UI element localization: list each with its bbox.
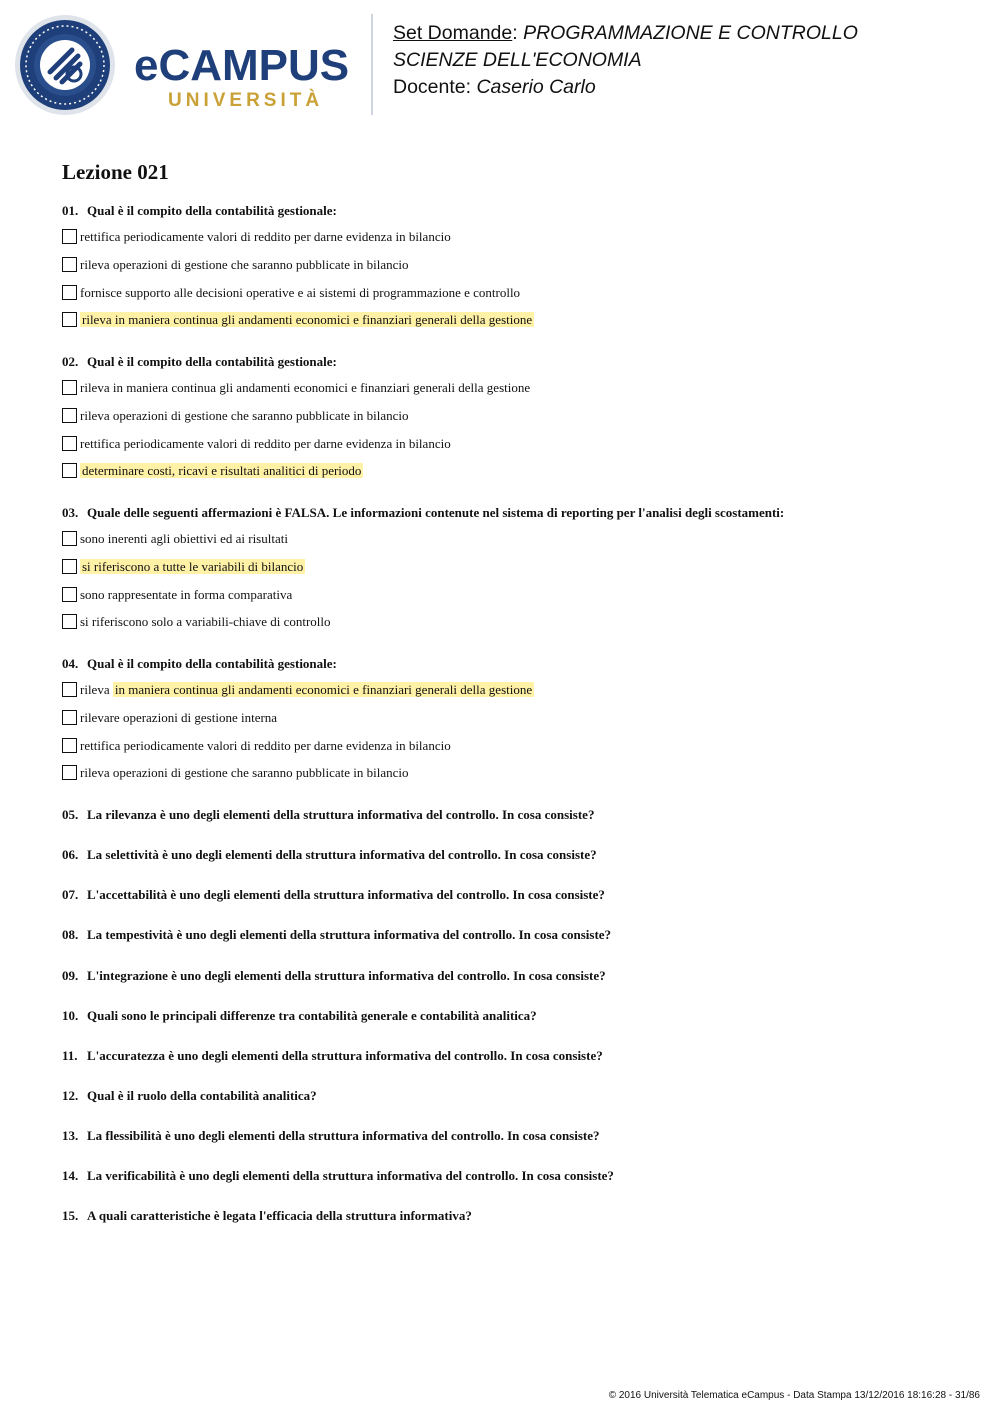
question-text: La flessibilità è uno degli elementi della struttura informativa del controllo. In cosa consiste?	[87, 1128, 600, 1143]
question-text: Qual è il compito della contabilità gestionale:	[87, 656, 337, 671]
answer-option[interactable]	[62, 531, 288, 551]
question-text: La rilevanza è uno degli elementi della struttura informativa del controllo. In cosa consiste?	[87, 807, 595, 822]
course-line-2	[393, 47, 993, 74]
answer-option[interactable]	[62, 257, 409, 277]
question-number: 08.	[62, 927, 79, 942]
question-number: 06.	[62, 847, 79, 862]
checkbox[interactable]	[62, 229, 77, 244]
course-line-1	[393, 20, 993, 47]
answer-option[interactable]	[62, 380, 530, 400]
question-text: L'accuratezza è uno degli elementi della struttura informativa del controllo. In cosa consiste?	[87, 1048, 603, 1063]
answer-option[interactable]	[62, 229, 451, 249]
option-text: si riferiscono solo a variabili-chiave di controllo	[80, 614, 331, 629]
set-label: Set Domande	[393, 22, 513, 44]
answer-option[interactable]	[62, 587, 292, 607]
option-text: rettifica periodicamente valori di reddito per darne evidenza in bilancio	[80, 229, 451, 244]
question-number: 04.	[62, 656, 79, 671]
teacher-label: Docente:	[393, 76, 477, 98]
question-text: L'accettabilità è uno degli elementi della struttura informativa del controllo. In cosa consiste?	[87, 887, 605, 902]
checkbox[interactable]	[62, 257, 77, 272]
option-text: rilevare operazioni di gestione interna	[80, 710, 278, 725]
teacher-name: Caserio Carlo	[476, 76, 596, 98]
course-title-2: SCIENZE DELL'ECONOMIA	[393, 49, 642, 71]
question-number: 07.	[62, 887, 79, 902]
question-02	[62, 354, 337, 370]
question-text: Quali sono le principali differenze tra contabilità generale e contabilità analitica?	[87, 1008, 537, 1023]
ecampus-wordmark-logo	[134, 40, 356, 110]
question-12	[62, 1088, 317, 1104]
option-text: rileva in maniera continua gli andamenti economici e finanziari generali della gestione	[80, 380, 531, 395]
answer-option[interactable]	[62, 738, 451, 758]
question-07	[62, 887, 605, 903]
answer-option[interactable]	[62, 285, 520, 305]
checkbox[interactable]	[62, 559, 77, 574]
answer-option-correct[interactable]	[62, 463, 363, 483]
question-11	[62, 1048, 603, 1064]
option-text-highlighted: si riferiscono a tutte le variabili di bilancio	[82, 559, 304, 574]
checkbox[interactable]	[62, 380, 77, 395]
question-05	[62, 807, 594, 823]
option-text: rileva operazioni di gestione che saranno pubblicate in bilancio	[80, 257, 409, 272]
question-number: 12.	[62, 1088, 79, 1103]
answer-option[interactable]	[62, 710, 277, 730]
question-03	[62, 505, 784, 521]
checkbox[interactable]	[62, 738, 77, 753]
teacher-line	[393, 74, 993, 101]
lesson-title: Lezione 021	[62, 160, 169, 184]
question-text: A quali caratteristiche è legata l'efficacia della struttura informativa?	[87, 1208, 472, 1223]
question-text: Qual è il ruolo della contabilità analitica?	[87, 1088, 317, 1103]
question-04	[62, 656, 337, 672]
checkbox[interactable]	[62, 710, 77, 725]
answer-option[interactable]	[62, 614, 331, 634]
question-number: 01.	[62, 203, 79, 218]
question-number: 14.	[62, 1168, 79, 1183]
question-13	[62, 1128, 600, 1144]
question-number: 11.	[62, 1048, 78, 1063]
question-text: La selettività è uno degli elementi della struttura informativa del controllo. In cosa consiste?	[87, 847, 597, 862]
option-text: rettifica periodicamente valori di reddito per darne evidenza in bilancio	[80, 738, 451, 753]
set-colon: :	[512, 22, 524, 44]
question-text: L'integrazione è uno degli elementi della struttura informativa del controllo. In cosa consiste?	[87, 968, 606, 983]
option-text: rileva operazioni di gestione che saranno pubblicate in bilancio	[80, 765, 409, 780]
option-text: sono inerenti agli obiettivi ed ai risultati	[80, 531, 288, 546]
option-text-prefix: rileva	[80, 682, 113, 697]
svg-text:UNIVERSITÀ: UNIVERSITÀ	[168, 90, 324, 110]
checkbox[interactable]	[62, 614, 77, 629]
question-08	[62, 927, 611, 943]
svg-text:eCAMPUS: eCAMPUS	[134, 41, 350, 90]
answer-option-correct[interactable]	[62, 682, 534, 702]
question-number: 09.	[62, 968, 79, 983]
question-number: 13.	[62, 1128, 79, 1143]
option-text-highlighted: in maniera continua gli andamenti economici e finanziari generali della gestione	[114, 682, 533, 697]
option-text: rettifica periodicamente valori di reddito per darne evidenza in bilancio	[80, 436, 451, 451]
checkbox[interactable]	[62, 765, 77, 780]
question-number: 10.	[62, 1008, 79, 1023]
header-divider	[371, 14, 373, 115]
question-text: Qual è il compito della contabilità gestionale:	[87, 354, 337, 369]
answer-option[interactable]	[62, 436, 451, 456]
question-06	[62, 847, 597, 863]
question-text: Quale delle seguenti affermazioni è FALSA. Le informazioni contenute nel sistema di reporting per l'analisi degli scostamenti:	[87, 505, 785, 520]
option-text-highlighted: determinare costi, ricavi e risultati analitici di periodo	[82, 463, 362, 478]
checkbox[interactable]	[62, 682, 77, 697]
option-text: sono rappresentate in forma comparativa	[80, 587, 293, 602]
question-14	[62, 1168, 614, 1184]
question-01	[62, 203, 337, 219]
checkbox[interactable]	[62, 587, 77, 602]
checkbox[interactable]	[62, 436, 77, 451]
checkbox[interactable]	[62, 463, 77, 478]
page-header	[0, 0, 1000, 130]
question-number: 03.	[62, 505, 79, 520]
answer-option[interactable]	[62, 765, 409, 785]
answer-option-correct[interactable]	[62, 312, 534, 332]
question-15	[62, 1208, 472, 1224]
option-text-highlighted: rileva in maniera continua gli andamenti economici e finanziari generali della gestione	[82, 312, 533, 327]
checkbox[interactable]	[62, 285, 77, 300]
answer-option[interactable]	[62, 408, 409, 428]
checkbox[interactable]	[62, 408, 77, 423]
course-info	[393, 20, 993, 101]
course-title-1: PROGRAMMAZIONE E CONTROLLO	[523, 22, 858, 44]
question-text: Qual è il compito della contabilità gestionale:	[87, 203, 337, 218]
question-10	[62, 1008, 537, 1024]
checkbox[interactable]	[62, 312, 77, 327]
question-number: 05.	[62, 807, 79, 822]
question-number: 02.	[62, 354, 79, 369]
question-09	[62, 968, 606, 984]
ecampus-seal-logo	[14, 14, 116, 116]
checkbox[interactable]	[62, 531, 77, 546]
option-text: rileva operazioni di gestione che saranno pubblicate in bilancio	[80, 408, 409, 423]
page-footer: © 2016 Università Telematica eCampus - Data Stampa 13/12/2016 18:16:28 - 31/86	[608, 1390, 980, 1401]
question-text: La verificabilità è uno degli elementi della struttura informativa del controllo. In cosa consiste?	[87, 1168, 614, 1183]
question-text: La tempestività è uno degli elementi della struttura informativa del controllo. In cosa consiste?	[87, 927, 612, 942]
question-number: 15.	[62, 1208, 79, 1223]
option-text: fornisce supporto alle decisioni operative e ai sistemi di programmazione e controllo	[80, 285, 521, 300]
answer-option-correct[interactable]	[62, 559, 305, 579]
